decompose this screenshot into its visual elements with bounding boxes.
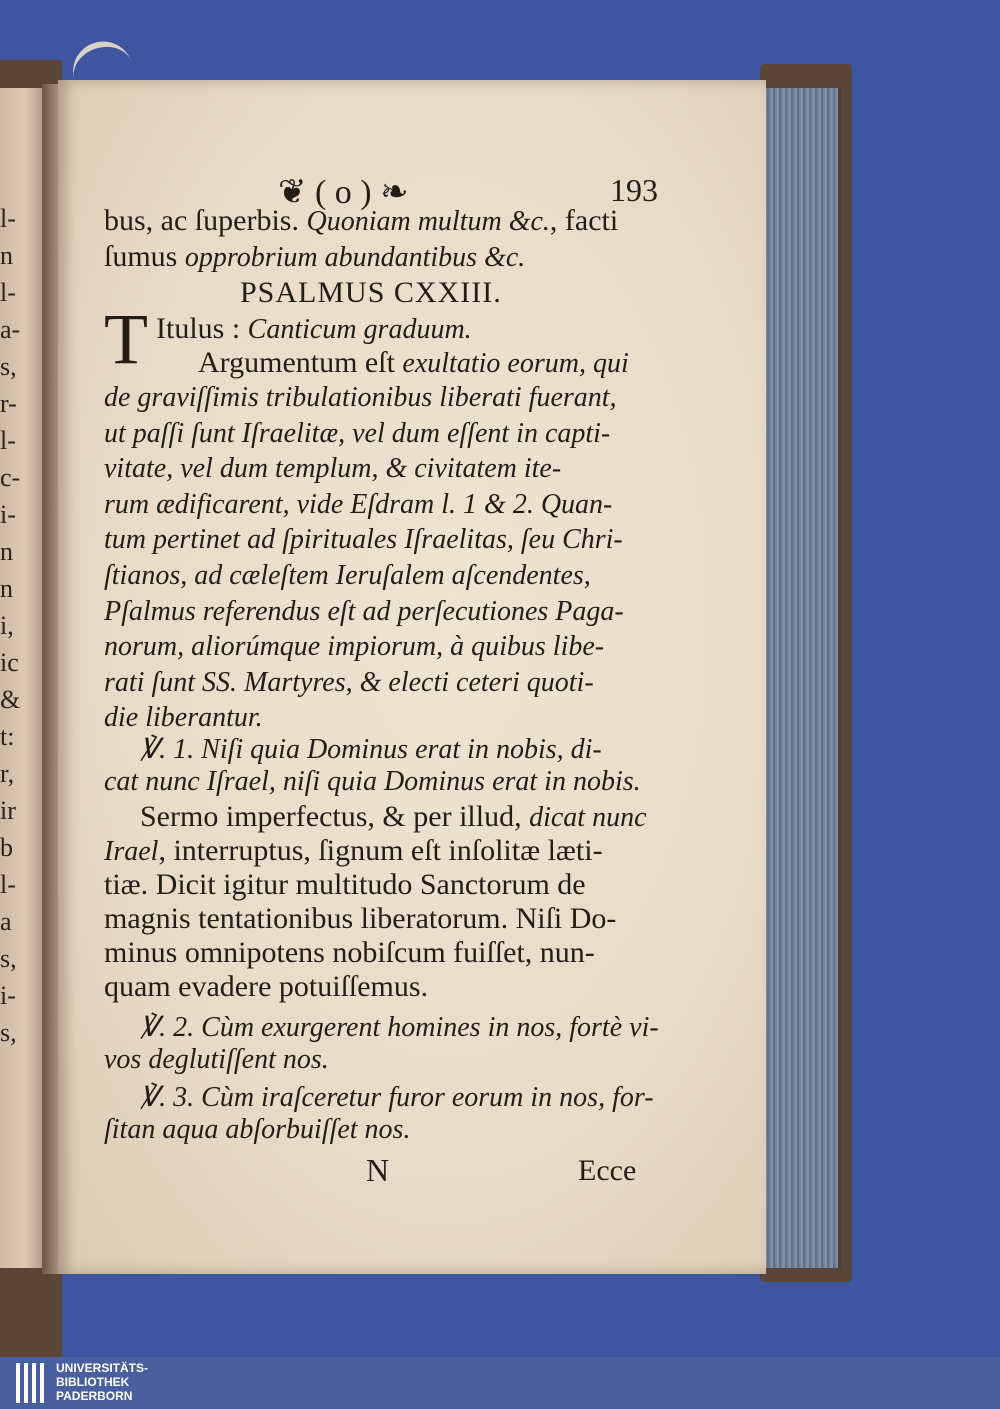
left-page-fragment: n <box>0 574 13 603</box>
library-logo-icon <box>14 1361 48 1405</box>
commentBlock-line: magnis tentationibus liberatorum. Niſi Do- <box>104 902 617 935</box>
left-page-fragment: ir <box>0 796 16 825</box>
commentBlock-line: tiæ. Dicit igitur multitudo Sanctorum de <box>104 868 586 901</box>
argBlock-line: ſtianos, ad cæleſtem Ieruſalem aſcendentes, <box>104 560 591 591</box>
left-page-fragment: l- <box>0 426 16 455</box>
drop-cap: T <box>104 299 148 379</box>
page-number: 193 <box>610 172 658 208</box>
left-page-fragment: s, <box>0 1018 17 1047</box>
v3Block-line: ℣. 3. Cùm iraſceretur furor eorum in nos, for- <box>140 1082 654 1113</box>
left-page-fragment: l- <box>0 204 16 233</box>
v2Block-line: ℣. 2. Cùm exurgerent homines in nos, fortè vi- <box>140 1012 659 1043</box>
library-name <box>56 1361 148 1403</box>
left-page-fragment: i, <box>0 611 14 640</box>
header-ornament: ❦ ( o ) ❧ <box>278 174 409 211</box>
left-page-fragment: t: <box>0 722 15 751</box>
argBlock-line: tum pertinet ad ſpirituales Iſraelitas, ſeu Chri- <box>104 524 623 556</box>
v1Block-line: cat nunc Iſrael, niſi quia Dominus erat in nobis. <box>104 766 641 797</box>
left-page-fragment: & <box>0 685 21 714</box>
page-edges <box>758 88 841 1268</box>
commentBlock-line: minus omnipotens nobiſcum fuiſſet, nun- <box>104 936 595 969</box>
argBlock-line: Pſalmus referendus eſt ad perſecutiones Paga- <box>104 595 624 627</box>
argBlock-line: de graviſſimis tribulationibus liberati fuerant, <box>104 382 617 413</box>
commentary-line-2: Irael, interruptus, ſignum eſt inſolitæ læti- <box>104 834 603 867</box>
library-name-line-1: UNIVERSITÄTS- <box>56 1361 149 1375</box>
library-footer <box>0 1357 1000 1409</box>
v1Block-line: ℣. 1. Niſi quia Dominus erat in nobis, di- <box>140 734 602 765</box>
left-page-fragment: i- <box>0 981 16 1010</box>
commentBlock-line: quam evadere potuiſſemus. <box>104 970 429 1003</box>
left-page-fragment: ic <box>0 648 19 677</box>
left-page-fragment: r- <box>0 389 17 418</box>
text-line-1: bus, ac ſuperbis. Quoniam multum &c., facti <box>104 204 619 237</box>
v2Block-line: vos deglutiſſent nos. <box>104 1044 329 1075</box>
text-line-2: ſumus opprobrium abundantibus &c. <box>104 240 526 273</box>
left-page-fragment: i- <box>0 500 16 529</box>
left-page-fragment: l- <box>0 278 16 307</box>
left-page-fragment: l- <box>0 870 16 899</box>
library-name-line-2: BIBLIOTHEK <box>56 1375 130 1389</box>
catchword: Ecce <box>578 1154 637 1187</box>
left-page-fragment: a <box>0 907 12 936</box>
signature-mark: N <box>366 1152 390 1188</box>
left-page-fragment: s, <box>0 944 17 973</box>
argBlock-line: rati ſunt SS. Martyres, & electi ceteri quoti- <box>104 666 594 698</box>
library-name-line-3: PADERBORN <box>56 1389 133 1403</box>
argBlock-line: norum, aliorúmque impiorum, à quibus libe- <box>104 631 605 663</box>
left-page-fragment: c- <box>0 463 21 492</box>
title-line: Itulus : Canticum graduum. <box>156 312 472 345</box>
argBlock-line: rum ædificarent, vide Eſdram l. 1 & 2. Quan- <box>104 488 613 520</box>
argBlock-line: vitate, vel dum templum, & civitatem ite- <box>104 453 562 485</box>
left-page-fragment: s, <box>0 352 17 381</box>
psalm-heading: PSALMUS CXXIII. <box>240 276 502 309</box>
argument-first-line: Argumentum eſt exultatio eorum, qui <box>198 346 629 379</box>
argBlock-line: ut paſſi ſunt Iſraelitæ, vel dum eſſent in capti- <box>104 417 611 449</box>
left-page-fragment: n <box>0 241 13 270</box>
left-page-fragment: b <box>0 833 13 862</box>
left-page-fragment: n <box>0 537 13 566</box>
v3Block-line: ſitan aqua abſorbuiſſet nos. <box>104 1114 411 1145</box>
left-page <box>0 88 46 1268</box>
commentary-line-1: Sermo imperfectus, & per illud, dicat nunc <box>140 800 647 833</box>
left-page-fragment: a- <box>0 315 21 344</box>
left-page-fragment: r, <box>0 759 15 788</box>
argBlock-line: die liberantur. <box>104 702 263 734</box>
